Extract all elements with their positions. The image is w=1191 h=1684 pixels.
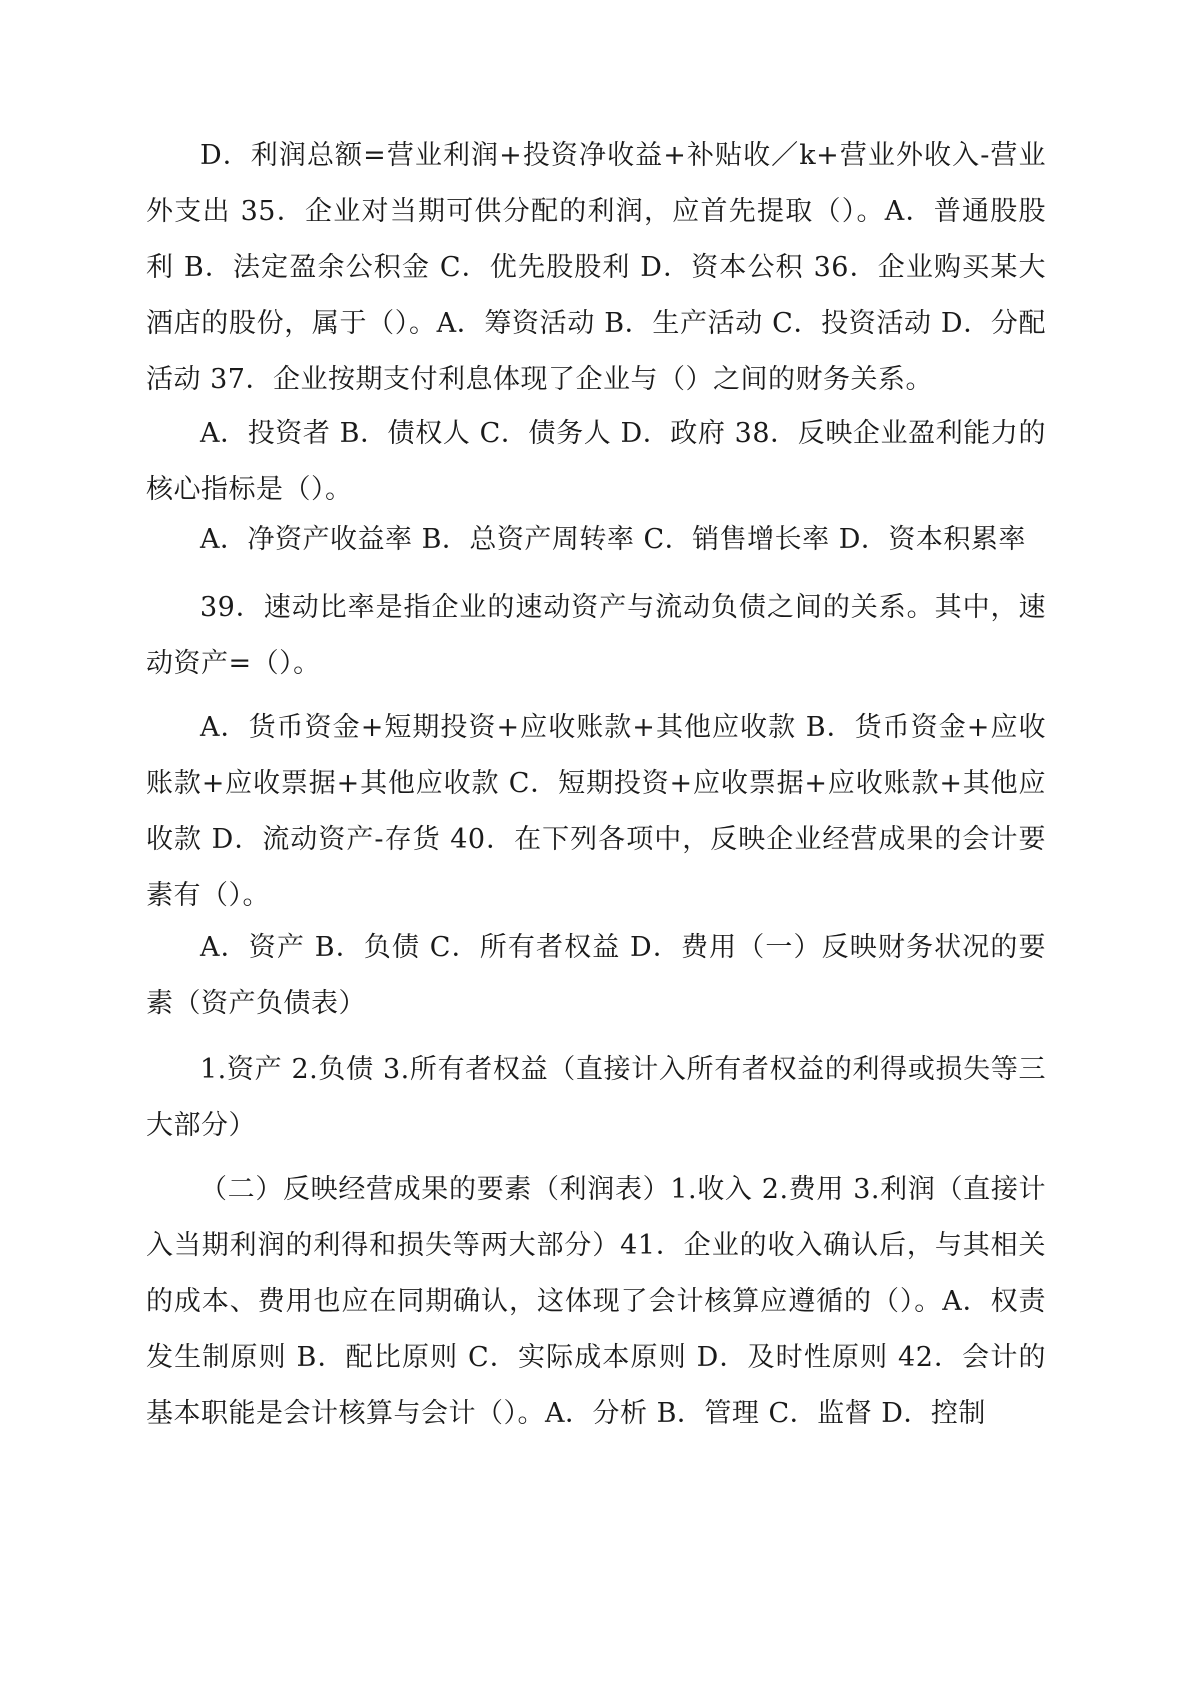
paragraph-options-40: A．资产 B．负债 C．所有者权益 D．费用（一）反映财务状况的要素（资产负债表） bbox=[146, 932, 1046, 1019]
paragraph-financial-position-elements: 1.资产 2.负债 3.所有者权益（直接计入所有者权益的利得或损失等三大部分） bbox=[146, 1054, 1046, 1141]
paragraph-questions-41-42: （二）反映经营成果的要素（利润表）1.收入 2.费用 3.利润（直接计入当期利润的利得和损失等两大部分）41．企业的收入确认后，与其相关的成本、费用也应在同期确认，这体现了会计核算应遵循的（）。A．权责发生制原则 B．配比原则 C．实际成本原则 D．及时性原则 42．会计的基本职能是会计核算与会计（）。A．分析 B．管理 C．监督 D．控制 bbox=[146, 1174, 1046, 1429]
paragraph-questions-35-37: D．利润总额=营业利润+投资净收益+补贴收／k+营业外收入-营业外支出 35．企业对当期可供分配的利润，应首先提取（）。A．普通股股利 B．法定盈余公积金 C．优先股股利 D．资本公积 36．企业购买某大酒店的股份，属于（）。A．筹资活动 B．生产活动 C．投资活动 D．分配活动 37．企业按期支付利息体现了企业与（）之间的财务关系。 bbox=[146, 140, 1046, 395]
paragraph-question-38: A．投资者 B．债权人 C．债务人 D．政府 38．反映企业盈利能力的核心指标是（）。 bbox=[146, 418, 1046, 505]
paragraph-question-39: 39．速动比率是指企业的速动资产与流动负债之间的关系。其中，速动资产=（）。 bbox=[146, 592, 1046, 679]
paragraph-options-39-question-40: A．货币资金+短期投资+应收账款+其他应收款 B．货币资金+应收账款+应收票据+其他应收款 C．短期投资+应收票据+应收账款+其他应收款 D．流动资产-存货 40．在下列各项中，反映企业经营成果的会计要素有（）。 bbox=[146, 712, 1046, 911]
paragraph-options-38: A．净资产收益率 B．总资产周转率 C．销售增长率 D．资本积累率 bbox=[200, 524, 1026, 555]
